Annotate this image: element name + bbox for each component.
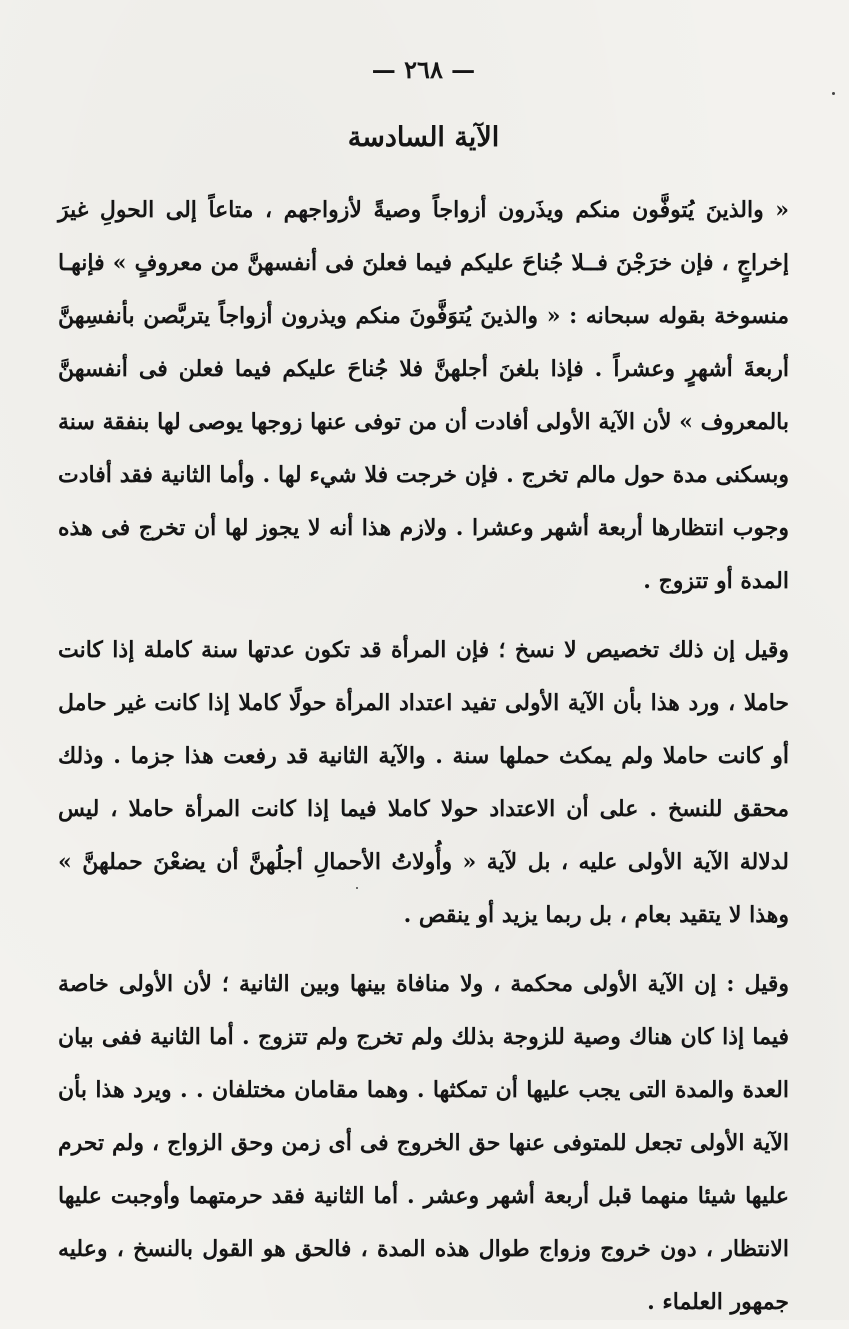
paragraph-2: وقيل إن ذلك تخصيص لا نسخ ؛ فإن المرأة قد تكون عدتها سنة كاملة إذا كانت حاملا ، ورد هذا بأن الآية الأولى تفيد اعتداد المرأة حولًا كاملا إذا كانت غير حامل أو كانت حاملا ولم يمكث حملها سنة . والآية الثانية قد رفعت هذا جزما . وذلك محقق للنسخ . على أن الاعتداد حولا كاملا فيما إذا كانت المرأة حاملا ، ليس لدلالة الآية الأولى عليه ، بل لآية « وأُولاتُ الأحمالِ أجلُهنَّ أن يضعْنَ حملهنَّ » وهذا لا يتقيد بعام ، بل ربما يزيد أو ينقص . [58,637,789,928]
paragraph-1: « والذينَ يُتوفَّون منكم ويذَرون أزواجاً وصيةً لأزواجهم ، متاعاً إلى الحولِ غيرَ إخراجٍ ، فإن خرَجْنَ فــلا جُناحَ عليكم فيما فعلنَ فى أنفسهنَّ من معروفٍ » فإنهـا منسوخة بقوله سبحانه : « والذينَ يُتوَفَّونَ منكم ويذرون أزواجاً يتربَّصن بأنفسِهنَّ أربعةَ أشهرٍ وعشراً . فإذا بلغنَ أجلهنَّ فلا جُناحَ عليكم فيما فعلن فى أنفسهنَّ بالمعروف » لأن الآية الأولى أفادت أن من توفى عنها زوجها يوصى لها بنفقة سنة وبسكنى مدة حول مالم تخرج . فإن خرجت فلا شيء لها . وأما الثانية فقد أفادت وجوب انتظارها أربعة أشهر وعشرا . ولازم هذا أنه لا يجوز لها أن تخرج فى هذه المدة أو تتزوج . [58,197,789,594]
section-heading: الآية السادسة [347,122,500,153]
paragraph-gap [58,608,789,624]
paragraph-3: وقيل : إن الآية الأولى محكمة ، ولا منافاة بينها وبين الثانية ؛ لأن الأولى خاصة فيما إذا كان هناك وصية للزوجة بذلك ولم تخرج ولم تتزوج . أما الثانية ففى بيان العدة والمدة التى يجب عليها أن تمكثها . وهما مقامان مختلفان . . ويرد هذا بأن الآية الأولى تجعل للمتوفى عنها حق الخروج فى أى زمن وحق الزواج ، ولم تحرم عليها شيئا منهما قبل أربعة أشهر وعشر . أما الثانية فقد حرمتهما وأوجبت عليها الانتظار ، دون خروج وزواج طوال هذه المدة ، فالحق هو القول بالنسخ ، وعليه جمهور العلماء . [58,971,789,1315]
scan-speck [832,92,835,95]
body-text [58,184,789,1329]
page-number: — ٢٦٨ — [371,55,476,84]
paragraph-gap [58,942,789,958]
scan-speck [356,887,358,889]
